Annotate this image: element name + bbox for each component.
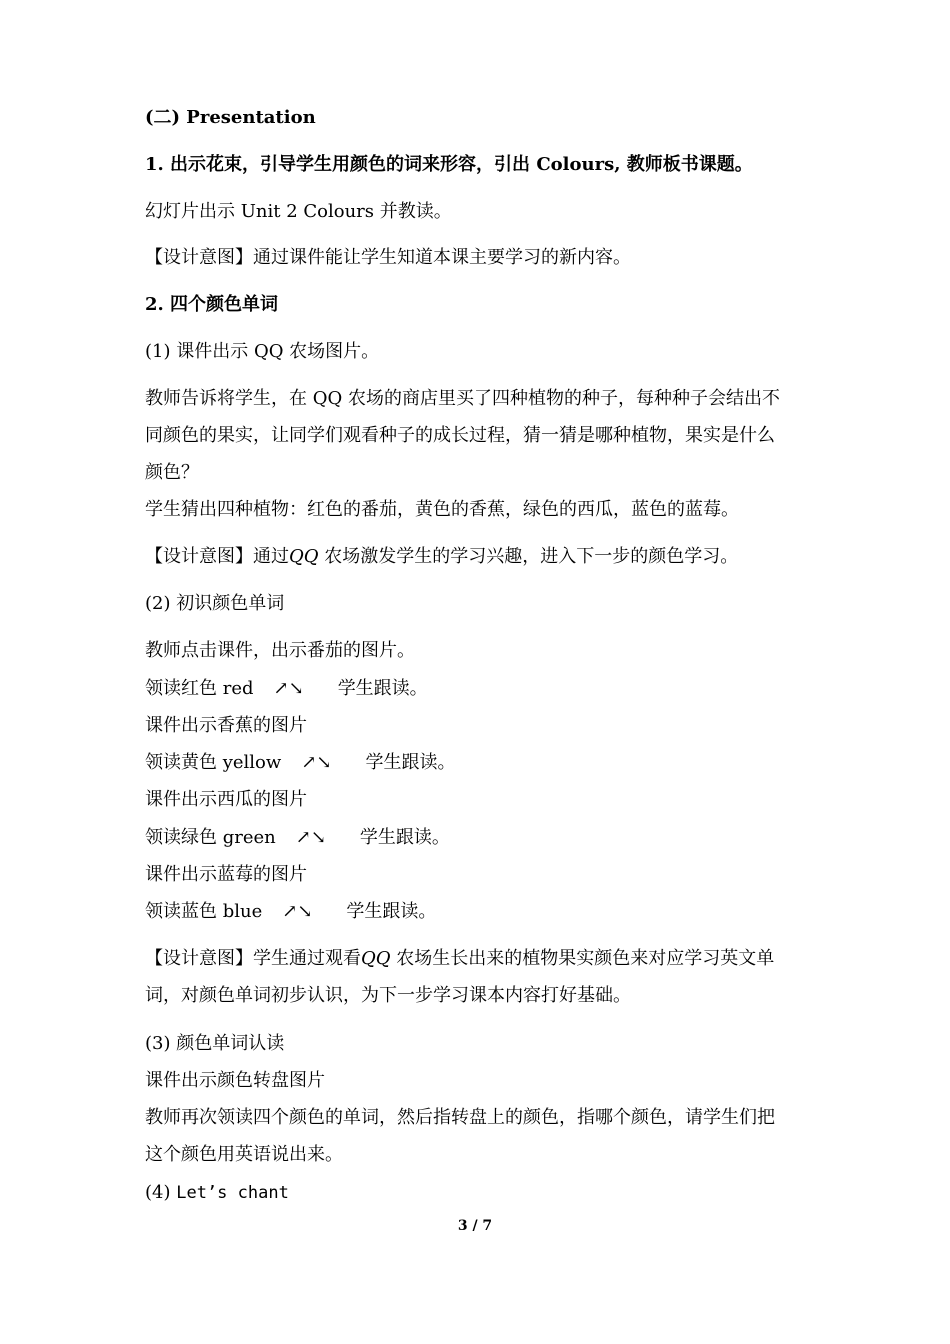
sub1-intent-qq: QQ (289, 546, 319, 567)
sub2-line1: 教师点击课件，出示番茄的图片。 (145, 640, 415, 661)
sub2-intent-qq: QQ (361, 948, 391, 969)
sub1-intent (145, 545, 738, 569)
sub2-line7: 课件出示蓝莓的图片 (145, 864, 307, 885)
sub4-title-number: (4) (145, 1182, 177, 1203)
green-lead: 领读绿色 green (145, 827, 276, 848)
sub1-intent-b: 农场激发学生的学习兴趣，进入下一步的颜色学习。 (318, 546, 739, 567)
red-arrows: ↗↘ (273, 678, 304, 699)
step2-heading: 2. 四个颜色单词 (145, 294, 279, 315)
red-lead: 领读红色 red (145, 678, 254, 699)
yellow-follow: 学生跟读。 (365, 752, 456, 773)
blue-arrows: ↗↘ (282, 901, 313, 922)
sub1-paragraph-line1: 教师告诉将学生，在 QQ 农场的商店里买了四种植物的种子，每种种子会结出不 (145, 388, 780, 409)
blue-lead: 领读蓝色 blue (145, 901, 263, 922)
sub2-line-blue (145, 900, 436, 924)
sub2-line-red (145, 677, 428, 701)
sub2-line3: 课件出示香蕉的图片 (145, 715, 307, 736)
step1-intent: 【设计意图】通过课件能让学生知道本课主要学习的新内容。 (145, 247, 631, 268)
page-number: 3 / 7 (457, 1218, 493, 1234)
sub1-guess-line: 学生猜出四种植物：红色的番茄，黄色的香蕉，绿色的西瓜，蓝色的蓝莓。 (145, 499, 739, 520)
sub4-title (145, 1181, 289, 1205)
sub1-paragraph-line2: 同颜色的果实，让同学们观看种子的成长过程，猜一猜是哪种植物，果实是什么 (145, 425, 775, 446)
red-follow: 学生跟读。 (337, 678, 428, 699)
sub2-intent-line2: 词，对颜色单词初步认识，为下一步学习课本内容打好基础。 (145, 985, 631, 1006)
sub1-title: (1) 课件出示 QQ 农场图片。 (145, 341, 380, 362)
section-heading: (二) Presentation (145, 107, 316, 128)
step1-heading: 1. 出示花束，引导学生用颜色的词来形容，引出 Colours, 教师板书课题。 (145, 154, 753, 175)
green-arrows: ↗↘ (295, 827, 326, 848)
sub2-line-yellow (145, 751, 455, 775)
blue-follow: 学生跟读。 (346, 901, 437, 922)
sub4-title-text: Let’s chant (176, 1183, 289, 1203)
sub2-intent-b: 农场生长出来的植物果实颜色来对应学习英文单 (390, 948, 775, 969)
sub2-line5: 课件出示西瓜的图片 (145, 789, 307, 810)
sub3-title: (3) 颜色单词认读 (145, 1033, 285, 1054)
sub2-title: (2) 初识颜色单词 (145, 593, 285, 614)
sub1-intent-a: 【设计意图】通过 (145, 546, 289, 567)
sub2-intent-line1 (145, 947, 774, 971)
sub2-intent-a: 【设计意图】学生通过观看 (145, 948, 361, 969)
sub2-line-green (145, 826, 450, 850)
sub3-line1: 课件出示颜色转盘图片 (145, 1070, 325, 1091)
sub3-line2: 教师再次领读四个颜色的单词，然后指转盘上的颜色，指哪个颜色，请学生们把 (145, 1107, 775, 1128)
yellow-arrows: ↗↘ (301, 752, 332, 773)
yellow-lead: 领读黄色 yellow (145, 752, 282, 773)
sub1-paragraph-line3: 颜色？ (145, 462, 199, 483)
green-follow: 学生跟读。 (359, 827, 450, 848)
sub3-line3: 这个颜色用英语说出来。 (145, 1144, 343, 1165)
step1-line1: 幻灯片出示 Unit 2 Colours 并教读。 (145, 201, 452, 222)
